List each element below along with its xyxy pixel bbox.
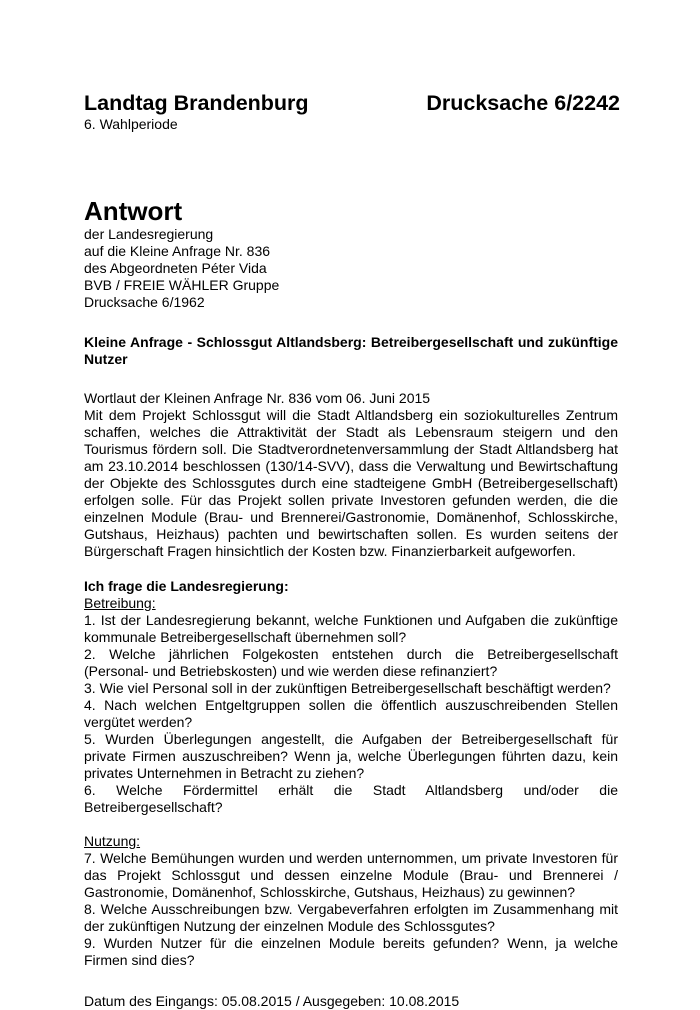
ask-heading: Ich frage die Landesregierung: xyxy=(84,578,289,594)
document-number: Drucksache 6/2242 xyxy=(426,91,620,115)
addressee-line: Drucksache 6/1962 xyxy=(84,294,205,310)
addressee-line: BVB / FREIE WÄHLER Gruppe xyxy=(84,277,280,293)
question-item: 3. Wie viel Personal soll in der zukünftigen Betreibergesellschaft beschäftigt werden? xyxy=(84,680,611,696)
document-title: Antwort xyxy=(84,196,183,226)
section-heading-operation: Betreibung: xyxy=(84,595,156,611)
question-item: 9. Wurden Nutzer für die einzelnen Module bereits gefunden? Wenn, ja welche Firmen sind dies? xyxy=(84,935,618,968)
inquiry-subject: Kleine Anfrage - Schlossgut Altlandsberg: Betreibergesellschaft und zukünftige Nutzer xyxy=(84,334,618,367)
receipt-date: Datum des Eingangs: 05.08.2015 / Ausgegeben: 10.08.2015 xyxy=(84,993,460,1009)
question-item: 7. Welche Bemühungen wurden und werden unternommen, um private Investoren für das Projekt Schlossgut und dessen einzelne Module (Brau- und Brennerei / Gastronomie, Domänenhof, Schlosskirche, Gutshaus, Heizhaus) zu gewinnen? xyxy=(84,850,618,900)
question-item: 6. Welche Fördermittel erhält die Stadt Altlandsberg und/oder die Betreibergesellschaft? xyxy=(84,782,618,815)
question-item: 1. Ist der Landesregierung bekannt, welche Funktionen und Aufgaben die zukünftige kommunale Betreibergesellschaft übernehmen soll? xyxy=(84,612,618,645)
parliament-name: Landtag Brandenburg xyxy=(84,91,309,115)
question-item: 2. Welche jährlichen Folgekosten entstehen durch die Betreibergesellschaft (Personal- und Betriebskosten) und wie werden diese refinanziert? xyxy=(84,646,618,679)
question-item: 4. Nach welchen Entgeltgruppen sollen die öffentlich auszuschreibenden Stellen vergütet werden? xyxy=(84,697,618,730)
section-heading-usage: Nutzung: xyxy=(84,833,141,849)
wording-line: Wortlaut der Kleinen Anfrage Nr. 836 vom 06. Juni 2015 xyxy=(84,390,431,406)
legislative-period: 6. Wahlperiode xyxy=(84,116,178,132)
addressee-line: der Landesregierung xyxy=(84,226,214,242)
addressee-block xyxy=(84,226,618,311)
document-header xyxy=(84,90,618,116)
document-page xyxy=(84,90,618,1010)
question-item: 8. Welche Ausschreibungen bzw. Vergabeverfahren erfolgten im Zusammenhang mit der zukünftigen Nutzung der einzelnen Module des Schlossgutes? xyxy=(84,901,618,934)
addressee-line: auf die Kleine Anfrage Nr. 836 xyxy=(84,243,271,259)
addressee-line: des Abgeordneten Péter Vida xyxy=(84,260,267,276)
question-item: 5. Wurden Überlegungen angestellt, die Aufgaben der Betreibergesellschaft für private Firmen auszuschreiben? Wenn ja, welche Überlegungen führten dazu, kein privates Unternehmen in Betracht zu ziehen? xyxy=(84,731,618,781)
intro-paragraph: Mit dem Projekt Schlossgut will die Stadt Altlandsberg ein soziokulturelles Zentrum schaffen, welches die Attraktivität der Stadt als Lebensraum steigern und den Tourismus fördern soll. Die Stadtverordnetenversammlung der Stadt Altlandsberg hat am 23.10.2014 beschlossen (130/14-SVV), dass die Verwaltung und Bewirtschaftung der Objekte des Schlossgutes durch eine stadteigene GmbH (Betreibergesellschaft) erfolgen solle. Für das Projekt sollen private Investoren gefunden werden, die die einzelnen Module (Brau- und Brennerei/Gastronomie, Domänenhof, Schlosskirche, Gutshaus, Heizhaus) pachten und bewirtschaften sollen. Es wurden seitens der Bürgerschaft Fragen hinsichtlich der Kosten bzw. Finanzierbarkeit aufgeworfen. xyxy=(84,407,618,559)
